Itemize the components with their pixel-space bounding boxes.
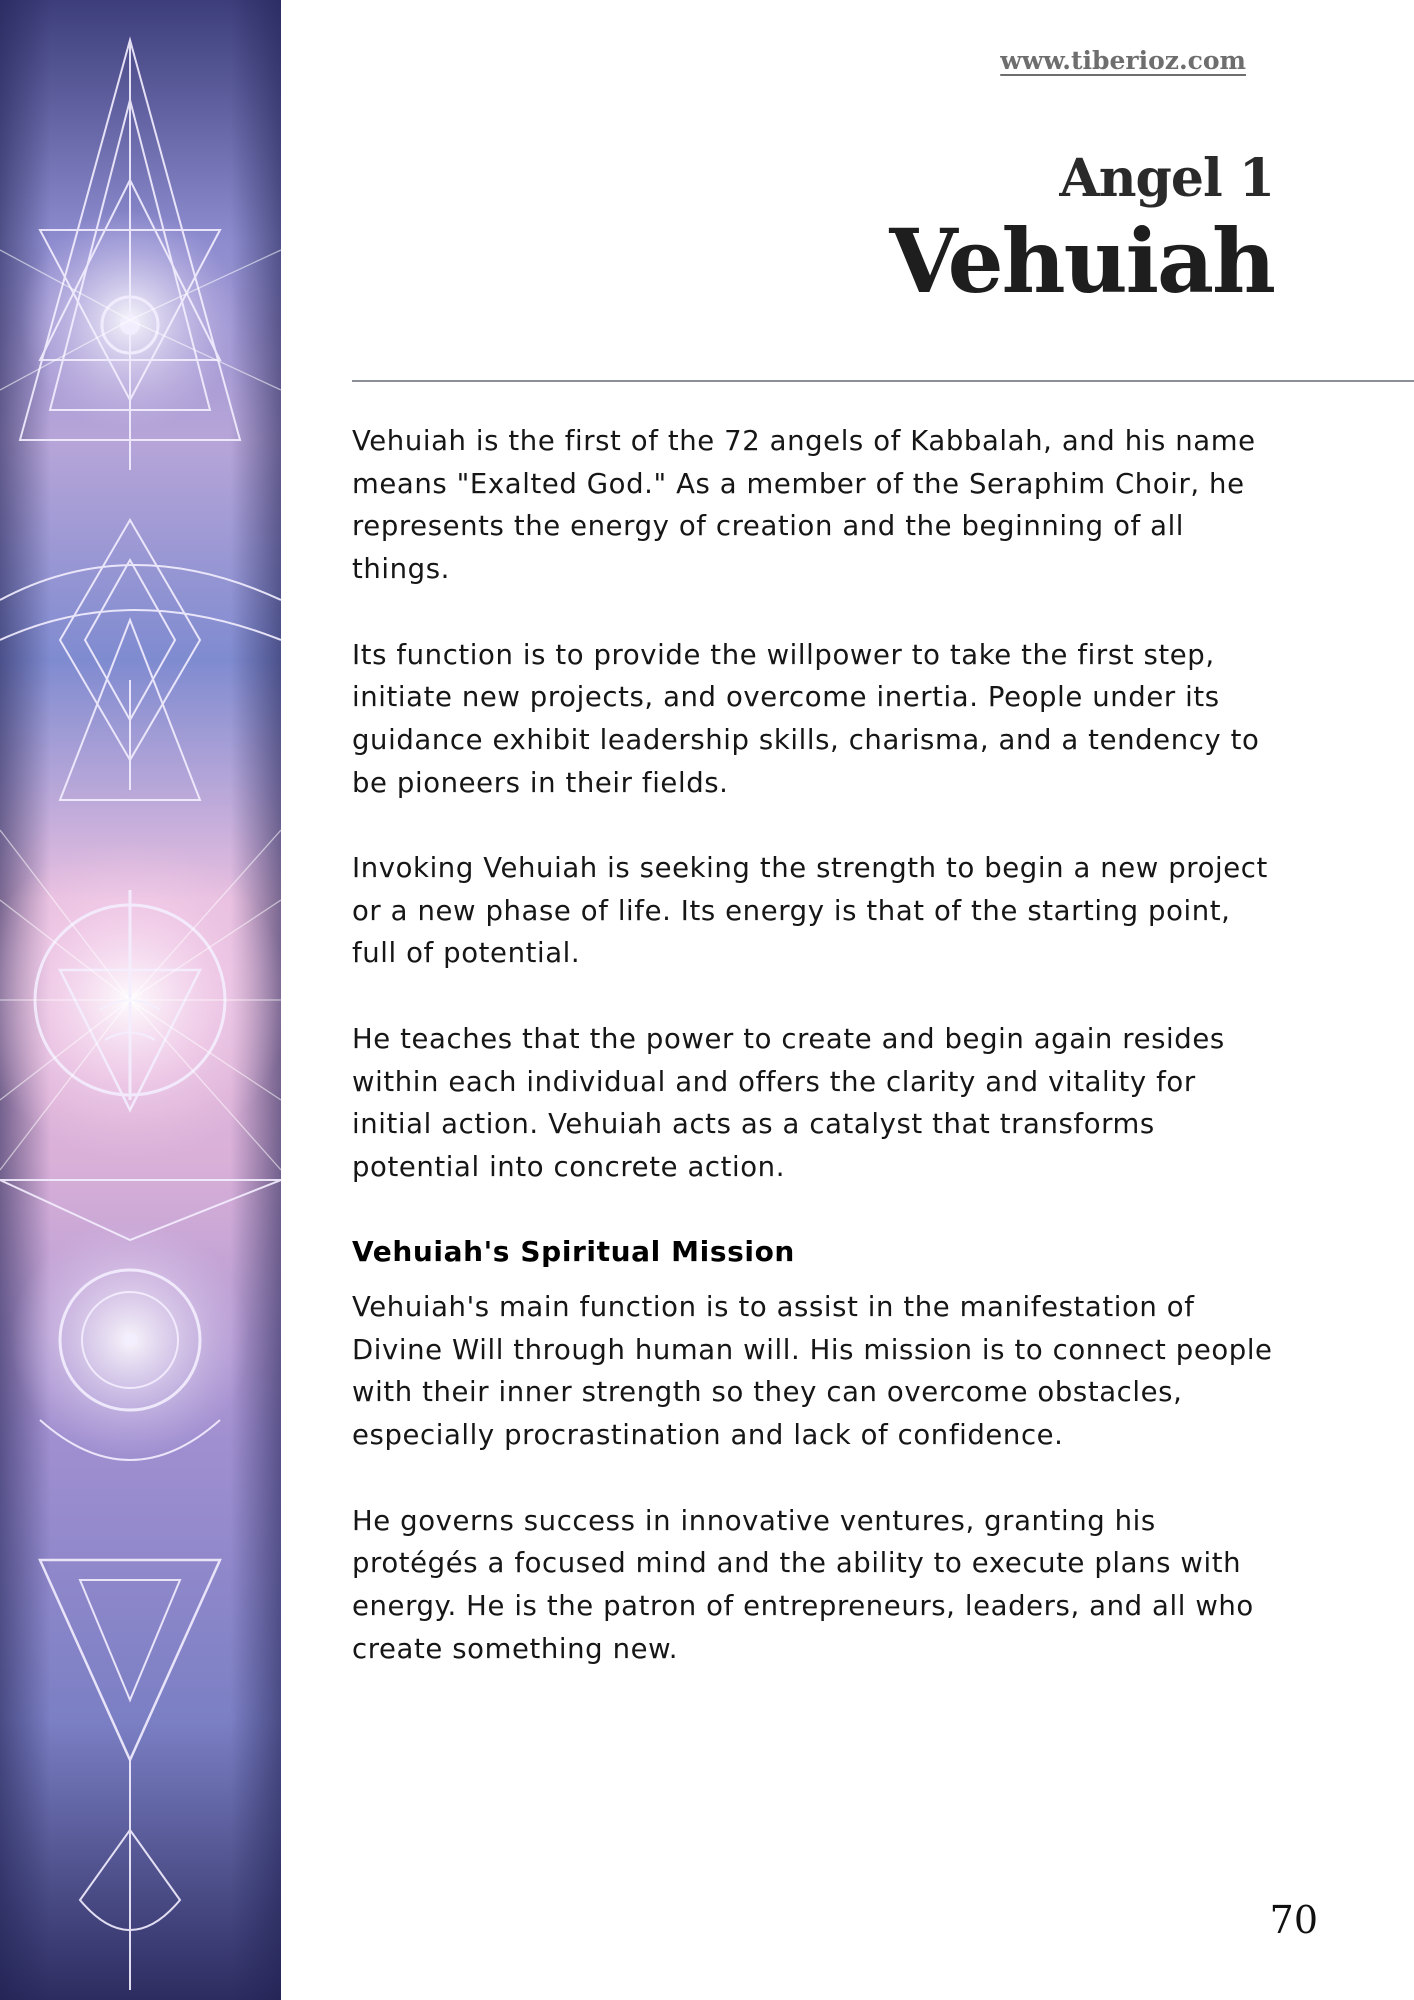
page-number: 70 [1269,1898,1318,1942]
page-title: Vehuiah [889,209,1274,314]
paragraph: Vehuiah is the first of the 72 angels of Kabbalah, and his name means "Exalted God." As a member of the Seraphim Choir, he represents the energy of creation and the beginning of all things. [352,425,1256,586]
title-block [889,150,1274,312]
paragraph: Invoking Vehuiah is seeking the strength to begin a new project or a new phase of life. Its energy is that of the starting point, full of potential. [352,852,1268,970]
divider [352,380,1414,382]
paragraph: Its function is to provide the willpower to take the first step, initiate new projects, and overcome inertia. People under its guidance exhibit leadership skills, charisma, and a tendency to be pioneers in their fields. [352,638,1260,799]
sacred-geometry-art [0,0,281,2000]
paragraph: He governs success in innovative ventures, granting his protégés a focused mind and the ability to execute plans with energy. He is the patron of entrepreneurs, leaders, and all who create something new. [352,1504,1254,1665]
paragraph: Vehuiah's main function is to assist in the manifestation of Divine Will through human will. His mission is to connect people with their inner strength so they can overcome obstacles, especially procrastination and lack of confidence. [352,1291,1273,1452]
website-link[interactable]: www.tiberioz.com [1000,46,1246,75]
paragraph: He teaches that the power to create and begin again resides within each individual and offers the clarity and vitality for initial action. Vehuiah acts as a catalyst that transforms potential into concrete action. [352,1022,1225,1183]
angel-number: Angel 1 [1059,148,1274,209]
section-heading: Vehuiah's Spiritual Mission [352,1235,795,1269]
body-text [352,420,1282,1713]
